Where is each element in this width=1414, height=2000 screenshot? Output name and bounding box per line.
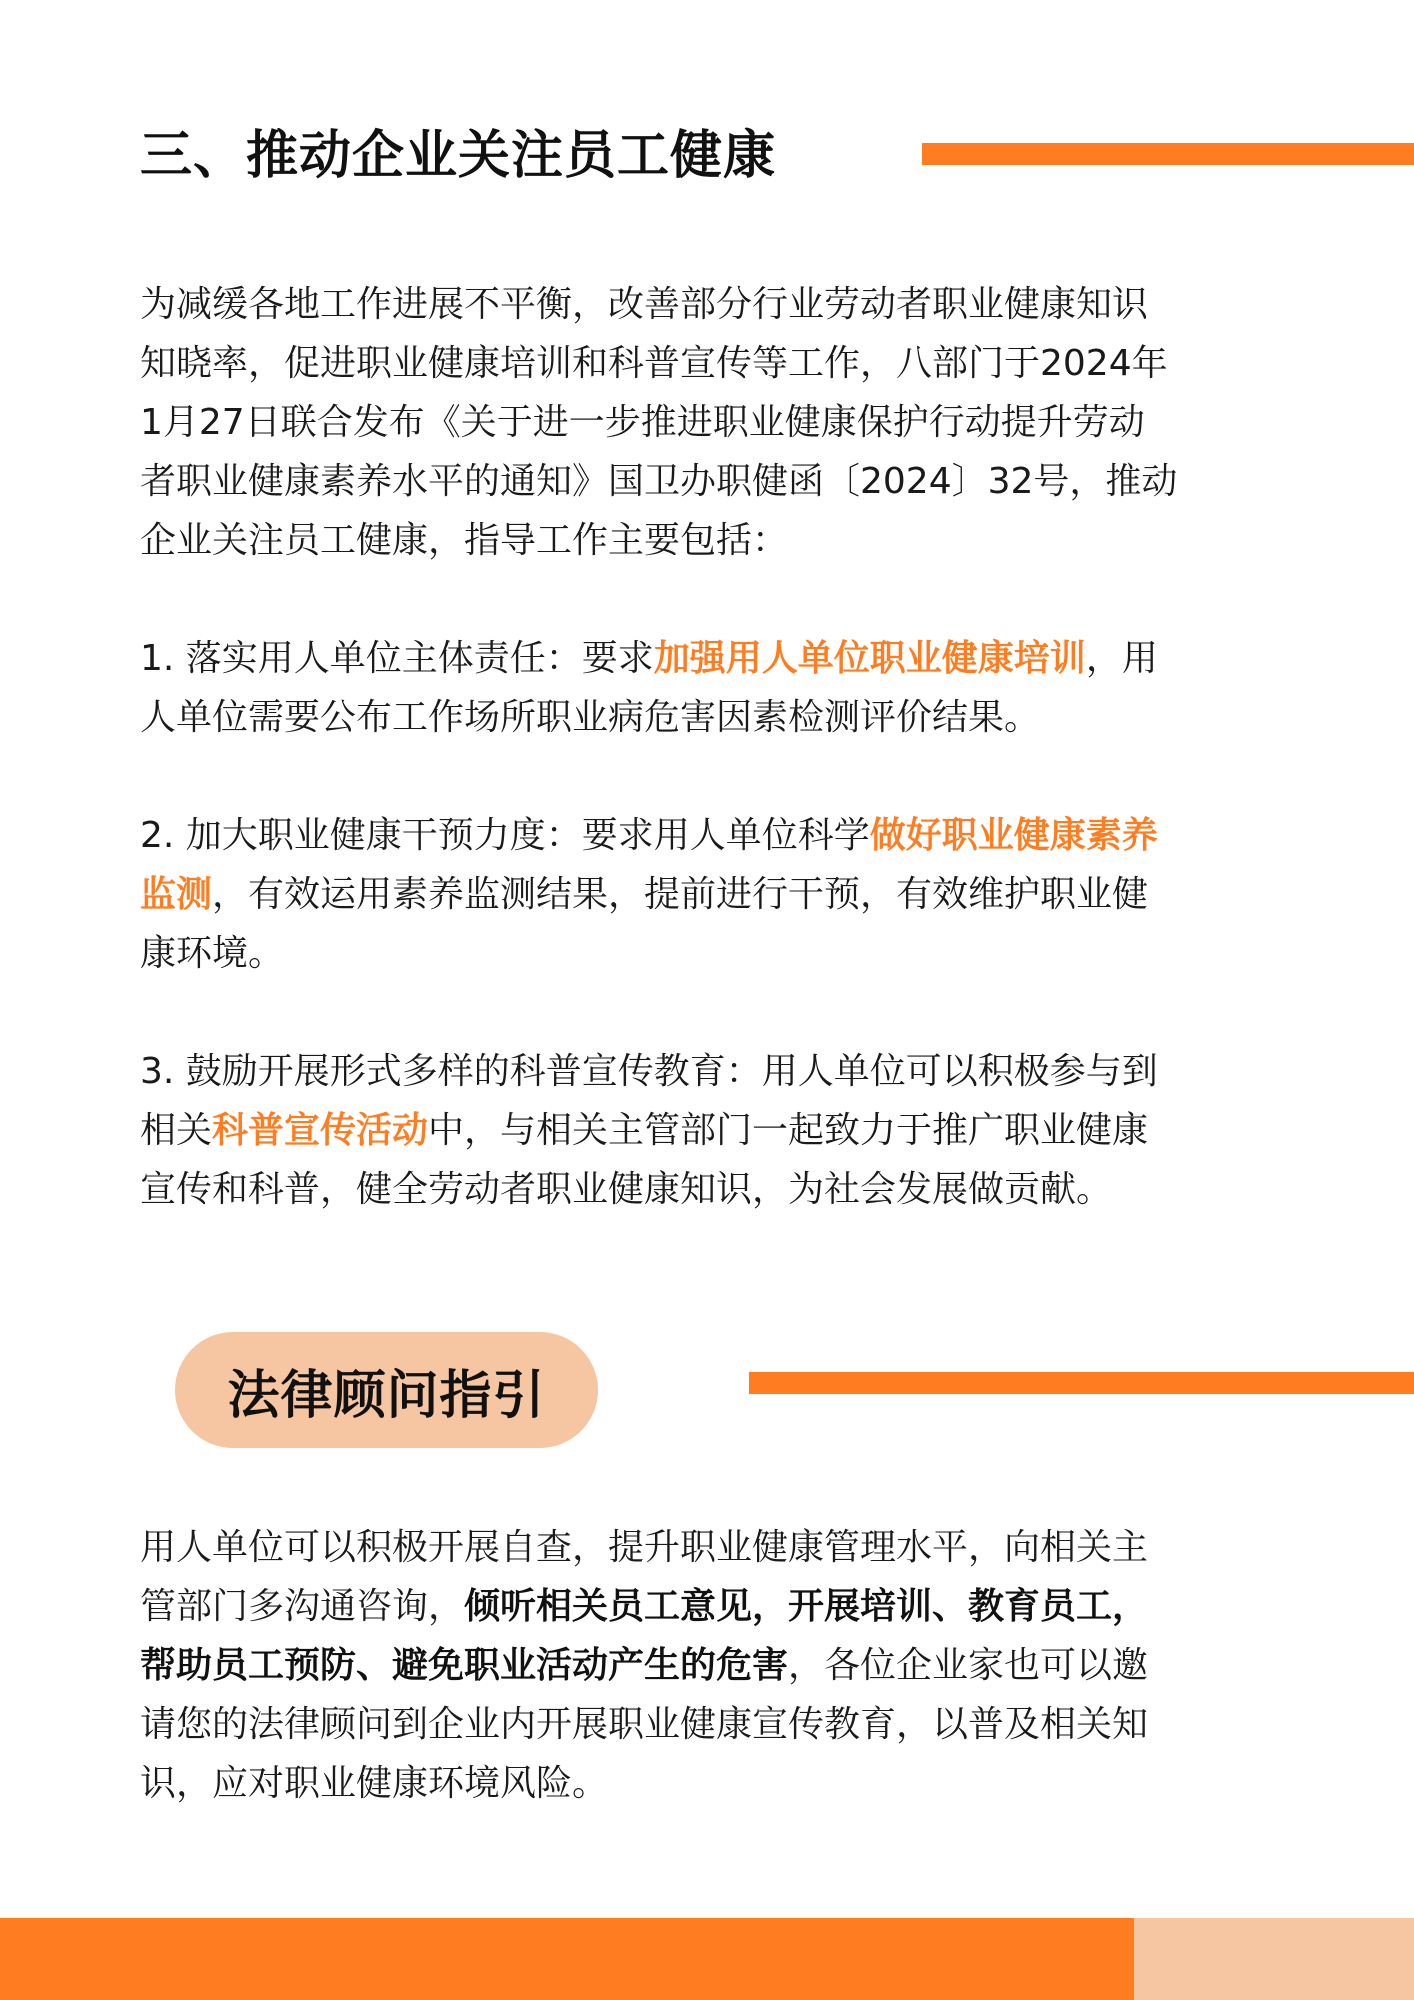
body-line: 管部门多沟通咨询，倾听相关员工意见，开展培训、教育员工， bbox=[140, 1586, 1149, 1627]
title-accent-bar bbox=[922, 143, 1414, 165]
intro-line: 知晓率，促进职业健康培训和科普宣传等工作，八部门于2024年 bbox=[140, 343, 1168, 384]
list-item-1-line: 人单位需要公布工作场所职业病危害因素检测评价结果。 bbox=[140, 697, 1041, 738]
list-item-3-line: 相关科普宣传活动中，与相关主管部门一起致力于推广职业健康 bbox=[140, 1110, 1149, 1151]
footer-bar bbox=[0, 1918, 1134, 2000]
section-title: 三、推动企业关注员工健康 bbox=[140, 126, 777, 186]
intro-line: 者职业健康素养水平的通知》国卫办职健函〔2024〕32号，推动 bbox=[140, 461, 1178, 502]
body-line: 识，应对职业健康环境风险。 bbox=[140, 1763, 609, 1804]
list-item-3: 3. 鼓励开展形式多样的科普宣传教育：用人单位可以积极参与到 bbox=[140, 1051, 1158, 1092]
legal-advisor-badge bbox=[175, 1332, 598, 1448]
section-body bbox=[140, 275, 1270, 1219]
list-item-3-line: 宣传和科普，健全劳动者职业健康知识，为社会发展做贡献。 bbox=[140, 1169, 1113, 1210]
highlight-text: 监测 bbox=[140, 874, 213, 915]
highlight-text: 加强用人单位职业健康培训 bbox=[653, 638, 1086, 679]
legal-advisor-body bbox=[140, 1518, 1270, 1813]
section2-accent-bar bbox=[749, 1372, 1414, 1394]
intro-line: 1月27日联合发布《关于进一步推进职业健康保护行动提升劳动 bbox=[140, 402, 1145, 443]
list-item-2-line: 监测，有效运用素养监测结果，提前进行干预，有效维护职业健 bbox=[140, 874, 1149, 915]
body-line: 请您的法律顾问到企业内开展职业健康宣传教育，以普及相关知 bbox=[140, 1704, 1149, 1745]
highlight-text: 做好职业健康素养 bbox=[869, 815, 1158, 856]
intro-line: 企业关注员工健康，指导工作主要包括： bbox=[140, 520, 789, 561]
legal-advisor-title: 法律顾问指引 bbox=[227, 1365, 546, 1426]
footer-bar-accent bbox=[1134, 1918, 1414, 2000]
list-item-2-line: 康环境。 bbox=[140, 933, 285, 974]
intro-line: 为减缓各地工作进展不平衡，改善部分行业劳动者职业健康知识 bbox=[140, 284, 1149, 325]
bold-text: 帮助员工预防、避免职业活动产生的危害 bbox=[140, 1645, 789, 1686]
body-line: 帮助员工预防、避免职业活动产生的危害，各位企业家也可以邀 bbox=[140, 1645, 1149, 1686]
list-item-1: 1. 落实用人单位主体责任：要求加强用人单位职业健康培训，用 bbox=[140, 638, 1158, 679]
body-line: 用人单位可以积极开展自查，提升职业健康管理水平，向相关主 bbox=[140, 1527, 1149, 1568]
list-item-2: 2. 加大职业健康干预力度：要求用人单位科学做好职业健康素养 bbox=[140, 815, 1158, 856]
bold-text: 倾听相关员工意见，开展培训、教育员工， bbox=[464, 1586, 1149, 1627]
highlight-text: 科普宣传活动 bbox=[212, 1110, 429, 1151]
